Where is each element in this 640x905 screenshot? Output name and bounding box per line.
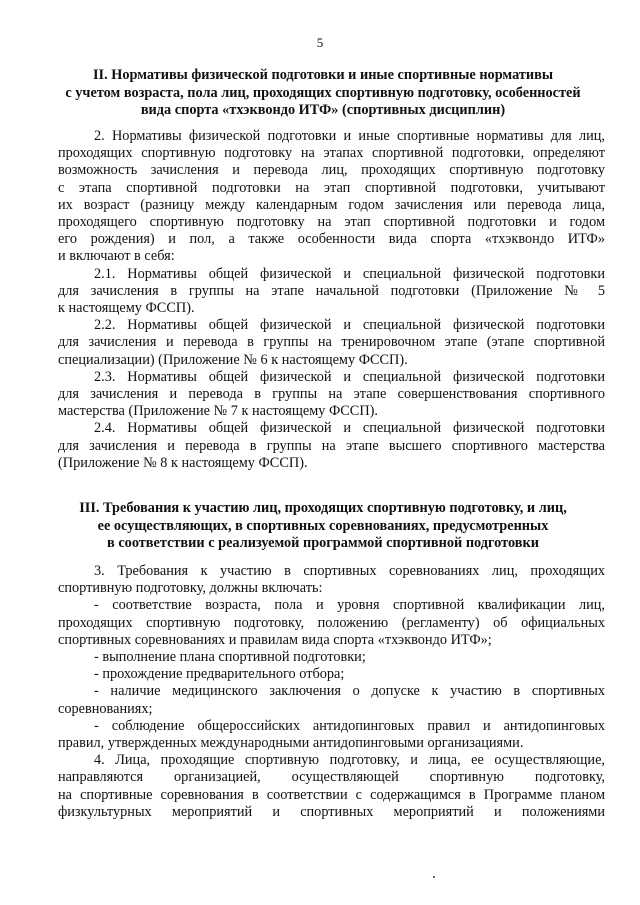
title-line: II. Нормативы физической подготовки и иные спортивные нормативы [92, 67, 553, 83]
text-line: (Приложение № 8 к настоящему ФССП). [58, 454, 308, 471]
section-3-title [40, 500, 606, 553]
text-line: проходящего спортивную подготовку на этап спортивной подготовки и годом [58, 214, 605, 231]
text-line: - соответствие возраста, пола и уровня спортивной квалификации лиц, [94, 597, 605, 614]
bullet-item [58, 649, 605, 666]
text-line: для зачисления и перевода в группы на этапе совершенствования спортивного [58, 386, 605, 403]
bullet-item [58, 683, 605, 717]
text-line: - выполнение плана спортивной подготовки; [94, 649, 366, 666]
text-line: 2.1. Нормативы общей физической и специальной физической подготовки [94, 265, 605, 282]
text-line: возможность зачисления и перевода лиц, проходящих спортивную подготовку [58, 162, 605, 179]
title-line: с учетом возраста, пола лиц, проходящих спортивную подготовку, особенностей [65, 84, 581, 101]
text-line: 3. Требования к участию в спортивных соревнованиях лиц, проходящих [94, 563, 605, 579]
text-line: для зачисления в группы на этапе начальной подготовки (Приложение № 5 [58, 282, 605, 299]
text-line: соревнованиях; [58, 700, 153, 717]
text-line: с этапа спортивной подготовки на этап спортивной подготовки, учитывают [58, 179, 605, 196]
text-line: специализации) (Приложение № 6 к настоящему ФССП). [58, 351, 408, 368]
text-line: проходящих спортивную подготовку, положению (регламенту) об официальных [58, 614, 605, 631]
bullet-item [58, 597, 605, 649]
paragraph-2 [58, 128, 605, 266]
item-2-4 [58, 420, 605, 472]
title-line: в соответствии с реализуемой программой спортивной подготовки [107, 535, 539, 551]
text-line: физкультурных мероприятий и спортивных мероприятий и положениями [58, 803, 605, 820]
title-line: ее осуществляющих, в спортивных соревнованиях, предусмотренных [97, 517, 549, 534]
title-line: III. Требования к участию лиц, проходящих спортивную подготовку, и лиц, [79, 500, 567, 516]
scan-speck [433, 876, 435, 878]
text-line: направляются организацией, осуществляющей спортивную подготовку, [58, 769, 605, 786]
text-line: 2.3. Нормативы общей физической и специальной физической подготовки [94, 368, 605, 385]
section-2-title [40, 67, 606, 120]
text-line: на спортивные соревнования в соответствии с содержащимся в Программе планом [58, 786, 605, 803]
page-number: 5 [316, 35, 324, 50]
title-line: вида спорта «тхэквондо ИТФ» (спортивных дисциплин) [140, 102, 506, 118]
text-line: - прохождение предварительного отбора; [94, 666, 345, 683]
item-2-1 [58, 266, 605, 318]
text-line: 2. Нормативы физической подготовки и иные спортивные нормативы для лиц, [94, 128, 605, 144]
text-line: к настоящему ФССП). [58, 300, 195, 317]
paragraph-4 [58, 752, 605, 821]
text-line: его рождения) и пол, а также особенности вида спорта «тхэквондо ИТФ» [58, 231, 605, 248]
bullet-item [58, 718, 605, 752]
text-line: и включают в себя: [58, 248, 175, 265]
section-2-body [58, 128, 605, 472]
section-3-body [58, 563, 605, 821]
text-line: проходящих спортивную подготовку на этапах спортивной подготовки, определяют [58, 145, 605, 162]
item-2-3 [58, 369, 605, 421]
text-line: 4. Лица, проходящие спортивную подготовку, и лица, ее осуществляющие, [94, 752, 605, 769]
text-line: 2.2. Нормативы общей физической и специальной физической подготовки [94, 317, 605, 334]
text-line: спортивных соревнованиях и правилам вида спорта «тхэквондо ИТФ»; [58, 631, 492, 648]
text-line: спортивную подготовку, должны включать: [58, 580, 323, 597]
text-line: 2.4. Нормативы общей физической и специальной физической подготовки [94, 420, 605, 437]
text-line: - наличие медицинского заключения о допуске к участию в спортивных [94, 683, 605, 700]
text-line: для зачисления и перевода в группы на этапе высшего спортивного мастерства [58, 437, 605, 454]
item-2-2 [58, 317, 605, 369]
bullet-item [58, 666, 605, 683]
text-line: мастерства (Приложение № 7 к настоящему ФССП). [58, 403, 378, 420]
text-line: их возраст (разницу между календарным годом зачисления или перевода лица, [58, 196, 605, 213]
text-line: для зачисления и перевода в группы на тренировочном этапе (этапе спортивной [58, 334, 605, 351]
paragraph-3 [58, 563, 605, 597]
text-line: - соблюдение общероссийских антидопинговых правил и антидопинговых [94, 717, 605, 734]
text-line: правил, утвержденных международными антидопинговыми организациями. [58, 735, 524, 752]
